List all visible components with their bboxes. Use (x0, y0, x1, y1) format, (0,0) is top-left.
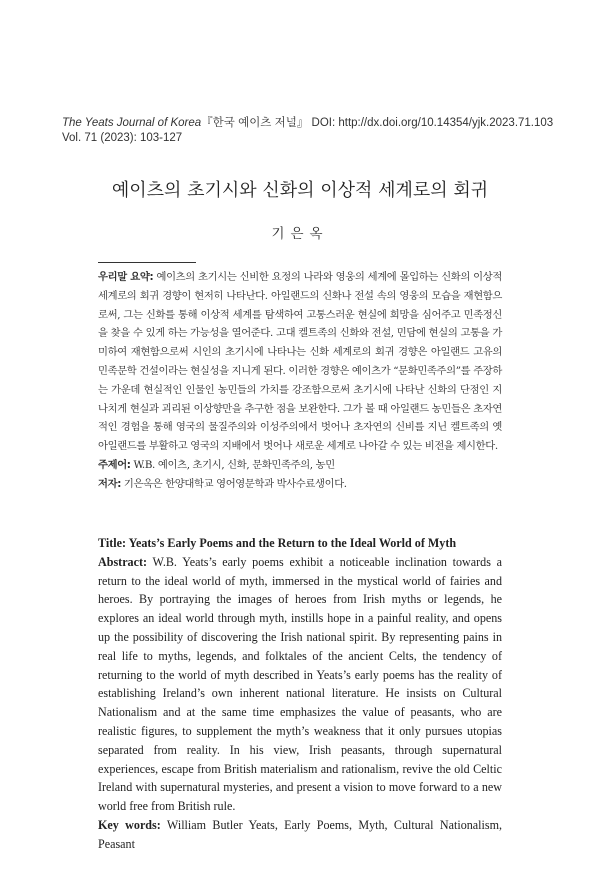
korean-author-label: 저자: (98, 477, 121, 490)
english-abstract-label: Abstract: (98, 554, 148, 569)
english-keywords-label: Key words: (98, 817, 161, 832)
korean-abstract-text: 예이츠의 초기시는 신비한 요정의 나라와 영웅의 세계에 몰입하는 신화의 이상적 세계로의 회귀 경향이 현저히 나타난다. 아일랜드의 신화나 전설 속의 영웅의 모습을 재현함으로써, 그는 신화를 통해 이상적 세계를 탐색하여 고통스러운 현실에 희망을 심어주고 민족정신을 찾을 수 있게 하는 가능성을 열어준다. 고대 켈트족의 신화와 전설, 민담에 현실의 고통을 가미하여 재현함으로써 시인의 초기시에 나타나는 신화 세계로의 회귀 경향은 아일랜드 고유의 민족문학 건설이라는 현실성을 지니게 된다. 이러한 경향은 예이츠가 “문화민족주의”를 주장하는 가운데 현실적인 인물인 농민들의 가치를 강조함으로써 초기시에 나타난 신화의 단점인 지나치게 현실과 괴리된 이상향만을 추구한 점을 보완한다. 그가 볼 때 아일랜드 농민들은 초자연적인 경험을 통해 영국의 물질주의와 이성주의에서 벗어나 초자연의 신비를 지닌 켈트족의 옛 아일랜드를 부활하고 영국의 지배에서 벗어나 새로운 세계로 나아갈 수 있는 비전을 제시한다. (98, 271, 502, 453)
korean-abstract-label: 우리말 요약: (98, 271, 154, 283)
korean-keywords-label: 주제어: (98, 458, 131, 471)
korean-abstract (98, 268, 502, 456)
english-keywords-text: William Butler Yeats, Early Poems, Myth, Cultural Nationalism, Peasant (98, 817, 503, 851)
english-keywords (98, 816, 502, 854)
journal-name: The Yeats Journal of Korea (62, 117, 202, 129)
english-abstract-text: W.B. Yeats’s early poems exhibit a noticeable inclination towards a return to the ideal world of myth, immersed in the mystical world of fairies and heroes. By portraying the images of heroes from Irish myths or legends, he explores an ideal world through myth, instills hope in a painful reality, and opens up the possibility of discovering the Irish national spirit. By representing pains in real life to myths, legends, and folktales of the ancient Celts, the tendency of returning to the world of myth described in Yeats’s early poems has the reality of establishing Ireland’s own inherent national literature. He insists on Cultural Nationalism and at the same time emphasizes the value of peasants, who are realistic figures, to supplement the myth’s weakness that it only pursues utopias separated from reality. In his view, Irish peasants, through supernatural experiences, escape from British materialism and rationalism, revive the old Celtic Ireland with supernatural mysteries, and present a vision to move forward to a new world free from British rule. (98, 554, 502, 814)
korean-author-info (98, 475, 502, 494)
korean-keywords-text: W.B. 예이츠, 초기시, 신화, 문화민족주의, 농민 (130, 458, 335, 471)
paper-author: 기은옥 (271, 226, 329, 242)
english-abstract (98, 553, 502, 816)
paper-title: 예이츠의 초기시와 신화의 이상적 세계로의 회귀 (111, 180, 489, 201)
journal-name-korean: 『한국 예이츠 저널』 (201, 117, 309, 129)
english-title-line: Title: Yeats’s Early Poems and the Return to the Ideal World of Myth (98, 536, 457, 550)
korean-abstract-section (98, 268, 502, 494)
volume-info: Vol. 71 (2023): 103-127 (62, 132, 183, 144)
journal-header (62, 116, 562, 146)
korean-author-text: 기은옥은 한양대학교 영어영문학과 박사수료생이다. (120, 477, 347, 490)
divider-rule (98, 262, 196, 263)
doi-link[interactable]: DOI: http://dx.doi.org/10.14354/yjk.2023.71.103 (308, 117, 554, 129)
citation-line (62, 116, 562, 131)
english-abstract-section (98, 534, 502, 854)
korean-keywords (98, 456, 502, 475)
